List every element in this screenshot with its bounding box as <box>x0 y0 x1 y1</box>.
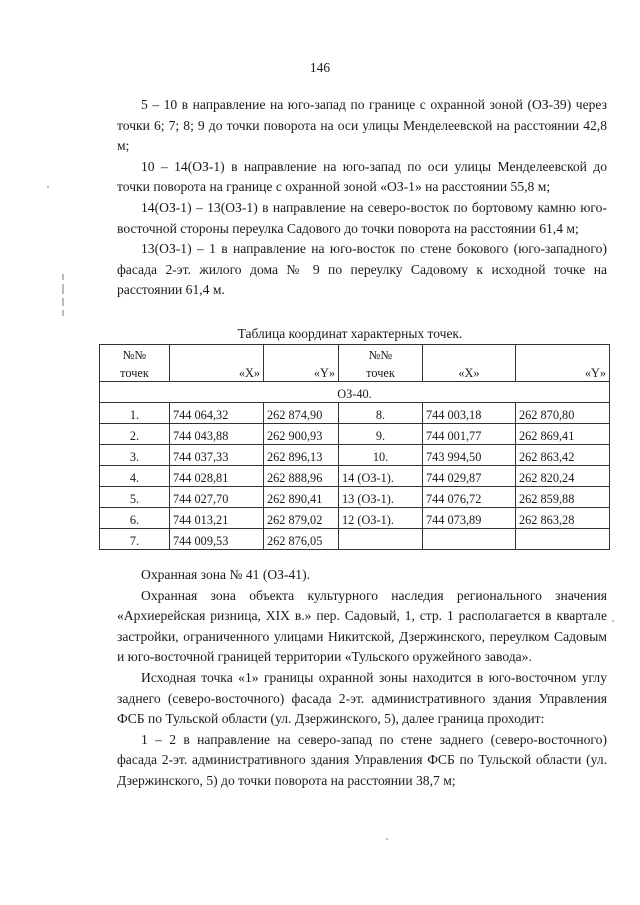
table-cell: 8. <box>339 403 423 424</box>
table-cell: 262 879,02 <box>264 508 339 529</box>
table-cell: 744 001,77 <box>423 424 516 445</box>
header-cell: «Y» <box>264 363 339 382</box>
header-cell: №№ <box>339 345 423 364</box>
table-cell: 6. <box>100 508 170 529</box>
table-cell: 262 890,41 <box>264 487 339 508</box>
header-cell: «X» <box>423 363 516 382</box>
table-header-row <box>100 363 610 382</box>
table-cell: 12 (ОЗ-1). <box>339 508 423 529</box>
table-cell: 262 876,05 <box>264 529 339 550</box>
table-cell: 1. <box>100 403 170 424</box>
table-cell: 10. <box>339 445 423 466</box>
zone-label-row <box>100 382 610 403</box>
table-cell: 262 896,13 <box>264 445 339 466</box>
table-row <box>100 508 610 529</box>
text-block-top <box>117 95 607 301</box>
table-cell: 5. <box>100 487 170 508</box>
header-cell <box>516 345 610 364</box>
paragraph: 1 – 2 в направление на северо-запад по стене заднего (северо-восточного) фасада 2-эт. административного здания Управления ФСБ по Тульской области (ул. Дзержинского, 5) до точки поворота на расстоянии 38,7 м; <box>117 731 607 788</box>
table-cell <box>516 529 610 550</box>
table-cell: 262 859,88 <box>516 487 610 508</box>
table-cell: 7. <box>100 529 170 550</box>
table-cell: 744 009,53 <box>170 529 264 550</box>
table-header-row <box>100 345 610 364</box>
table-cell: 262 869,41 <box>516 424 610 445</box>
scan-speck <box>47 186 49 188</box>
header-cell <box>170 345 264 364</box>
table-cell: 14 (ОЗ-1). <box>339 466 423 487</box>
paragraph: 10 – 14(ОЗ-1) в направление на юго-запад по оси улицы Менделеевской до точки поворота на границе с охранной зоной «ОЗ-1» на расстоянии 55,8 м; <box>117 158 607 195</box>
table-caption: Таблица координат характерных точек. <box>237 326 463 341</box>
table-cell: 262 874,90 <box>264 403 339 424</box>
coordinates-table <box>99 344 610 550</box>
paragraph: 13(ОЗ-1) – 1 в направление на юго-восток по стене бокового (юго-западного) фасада 2-эт. жилого дома № 9 по переулку Садовому к исходной точке на расстоянии 61,4 м. <box>117 241 607 298</box>
table-cell: 744 029,87 <box>423 466 516 487</box>
table-row <box>100 529 610 550</box>
table-cell: 3. <box>100 445 170 466</box>
table-cell: 744 028,81 <box>170 466 264 487</box>
table-cell: 744 027,70 <box>170 487 264 508</box>
header-cell <box>423 345 516 364</box>
table-cell: 743 994,50 <box>423 445 516 466</box>
table-row <box>100 445 610 466</box>
header-cell: «Y» <box>516 363 610 382</box>
table-cell: 2. <box>100 424 170 445</box>
scan-margin-mark <box>62 272 66 332</box>
table-row <box>100 487 610 508</box>
paragraph: 14(ОЗ-1) – 13(ОЗ-1) в направление на северо-восток по бортовому камню юго-восточной стороны переулка Садового до точки поворота на расстоянии 61,4 м; <box>117 199 607 236</box>
table-cell: 744 076,72 <box>423 487 516 508</box>
table-cell <box>423 529 516 550</box>
table-cell: 9. <box>339 424 423 445</box>
table-cell: 262 863,42 <box>516 445 610 466</box>
paragraph: 5 – 10 в направление на юго-запад по границе с охранной зоной (ОЗ-39) через точки 6; 7; 8; 9 до точки поворота на оси улицы Менделеевской на расстоянии 42,8 м; <box>117 97 607 154</box>
table-cell: 744 013,21 <box>170 508 264 529</box>
table-cell: 4. <box>100 466 170 487</box>
table-cell: 262 870,80 <box>516 403 610 424</box>
table-cell: 744 043,88 <box>170 424 264 445</box>
table-row <box>100 466 610 487</box>
text-block-bottom <box>117 565 607 792</box>
header-cell: №№ <box>100 345 170 364</box>
table-cell: 262 863,28 <box>516 508 610 529</box>
header-cell <box>264 345 339 364</box>
table-cell: 744 073,89 <box>423 508 516 529</box>
zone-label: ОЗ-40. <box>100 382 610 403</box>
scan-speck <box>612 620 614 622</box>
table-cell: 744 037,33 <box>170 445 264 466</box>
scan-speck <box>386 838 388 840</box>
section-heading: Охранная зона № 41 (ОЗ-41). <box>141 567 311 582</box>
table-cell <box>339 529 423 550</box>
header-cell: точек <box>100 363 170 382</box>
table-cell: 262 900,93 <box>264 424 339 445</box>
table-row <box>100 424 610 445</box>
paragraph: Охранная зона объекта культурного наследия регионального значения «Архиерейская ризница, XIX в.» пер. Садовый, 1, стр. 1 располагается в квартале застройки, ограниченного улицами Никитской, Дзержинского, переулком Садовым и юго-восточной границей территории «Тульского оружейного завода». <box>117 587 607 665</box>
page-number: 146 <box>309 60 331 75</box>
table-cell: 262 888,96 <box>264 466 339 487</box>
header-cell: точек <box>339 363 423 382</box>
header-cell: «X» <box>170 363 264 382</box>
table-cell: 13 (ОЗ-1). <box>339 487 423 508</box>
table-cell: 262 820,24 <box>516 466 610 487</box>
table-row <box>100 403 610 424</box>
table-cell: 744 064,32 <box>170 403 264 424</box>
paragraph: Исходная точка «1» границы охранной зоны находится в юго-восточном углу заднего (северо-восточного) фасада 2-эт. административного здания Управления ФСБ по Тульской области (ул. Дзержинского, 5), далее граница проходит: <box>117 669 607 727</box>
table-cell: 744 003,18 <box>423 403 516 424</box>
